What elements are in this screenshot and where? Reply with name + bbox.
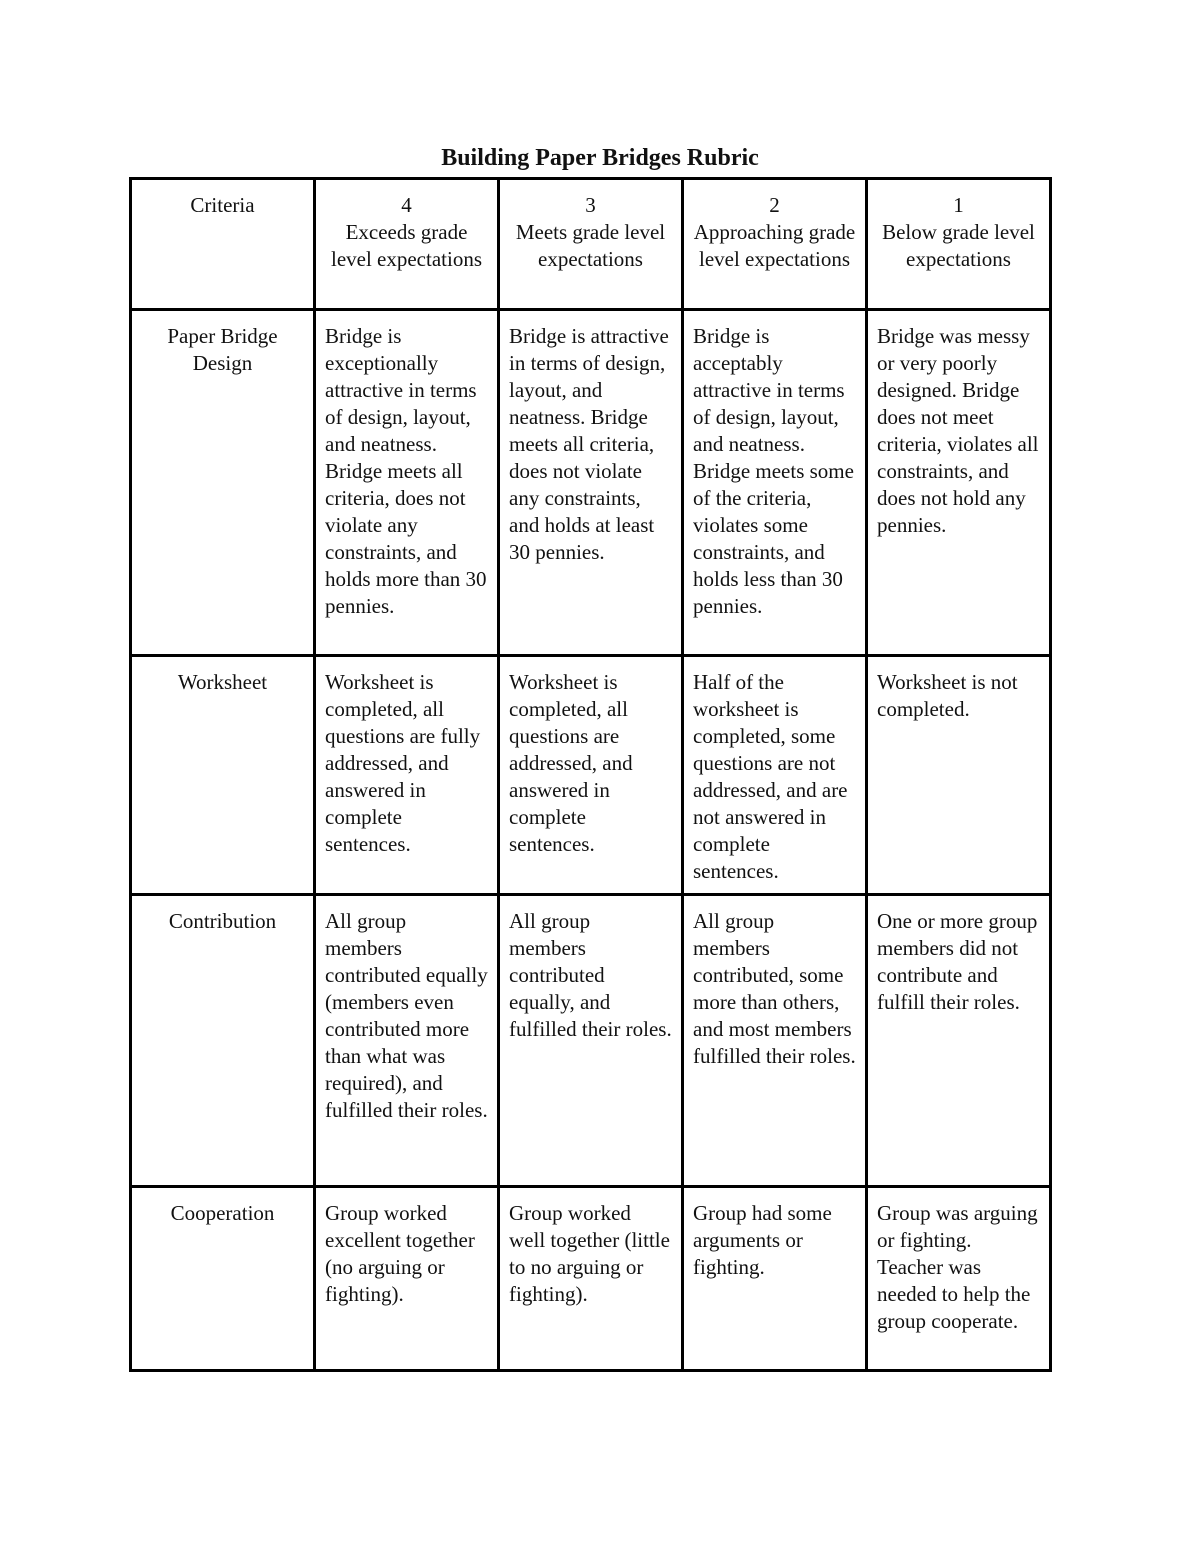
rubric-table	[129, 177, 1052, 1372]
criterion-cell: Worksheet	[131, 656, 315, 895]
header-level-3-cell	[499, 179, 683, 310]
page-title: Building Paper Bridges Rubric	[441, 145, 759, 171]
header-level-4-cell	[315, 179, 499, 310]
level-description: Below grade level expectations	[882, 220, 1035, 271]
rubric-cell: Bridge is acceptably attractive in terms of design, layout, and neatness. Bridge meets some of the criteria, violates some constraints, and holds less than 30 pennies.	[683, 310, 867, 656]
table-row	[131, 895, 1051, 1187]
header-criteria-cell	[131, 179, 315, 310]
level-description: Approaching grade level expectations	[693, 220, 856, 271]
level-score: 1	[953, 193, 964, 217]
level-score: 2	[769, 193, 780, 217]
level-description: Meets grade level expectations	[515, 220, 666, 271]
rubric-cell: All group members contributed, some more than others, and most members fulfilled their roles.	[683, 895, 867, 1187]
header-level-2-cell	[683, 179, 867, 310]
table-row	[131, 656, 1051, 895]
rubric-cell: Group had some arguments or fighting.	[683, 1187, 867, 1371]
table-row	[131, 1187, 1051, 1371]
table-row	[131, 310, 1051, 656]
rubric-cell: One or more group members did not contribute and fulfill their roles.	[867, 895, 1051, 1187]
criteria-label: Criteria	[190, 193, 255, 217]
rubric-cell: All group members contributed equally (members even contributed more than what was required), and fulfilled their roles.	[315, 895, 499, 1187]
level-score: 4	[401, 193, 412, 217]
criterion-cell: Contribution	[131, 895, 315, 1187]
rubric-cell: Group was arguing or fighting. Teacher was needed to help the group cooperate.	[867, 1187, 1051, 1371]
rubric-cell: Group worked well together (little to no arguing or fighting).	[499, 1187, 683, 1371]
criterion-cell: Paper Bridge Design	[131, 310, 315, 656]
rubric-cell: Worksheet is completed, all questions are addressed, and answered in complete sentences.	[499, 656, 683, 895]
header-level-1-cell	[867, 179, 1051, 310]
rubric-cell: Worksheet is not completed.	[867, 656, 1051, 895]
rubric-cell: Bridge is exceptionally attractive in terms of design, layout, and neatness. Bridge meets all criteria, does not violate any constraints, and holds more than 30 pennies.	[315, 310, 499, 656]
rubric-cell: Bridge was messy or very poorly designed. Bridge does not meet criteria, violates all constraints, and does not hold any pennies.	[867, 310, 1051, 656]
rubric-cell: Bridge is attractive in terms of design, layout, and neatness. Bridge meets all criteria, does not violate any constraints, and holds at least 30 pennies.	[499, 310, 683, 656]
rubric-cell: Half of the worksheet is completed, some questions are not addressed, and are not answered in complete sentences.	[683, 656, 867, 895]
level-score: 3	[585, 193, 596, 217]
rubric-cell: All group members contributed equally, and fulfilled their roles.	[499, 895, 683, 1187]
rubric-cell: Worksheet is completed, all questions are fully addressed, and answered in complete sentences.	[315, 656, 499, 895]
header-row	[131, 179, 1051, 310]
criterion-cell: Cooperation	[131, 1187, 315, 1371]
rubric-cell: Group worked excellent together (no arguing or fighting).	[315, 1187, 499, 1371]
level-description: Exceeds grade level expectations	[330, 220, 483, 271]
